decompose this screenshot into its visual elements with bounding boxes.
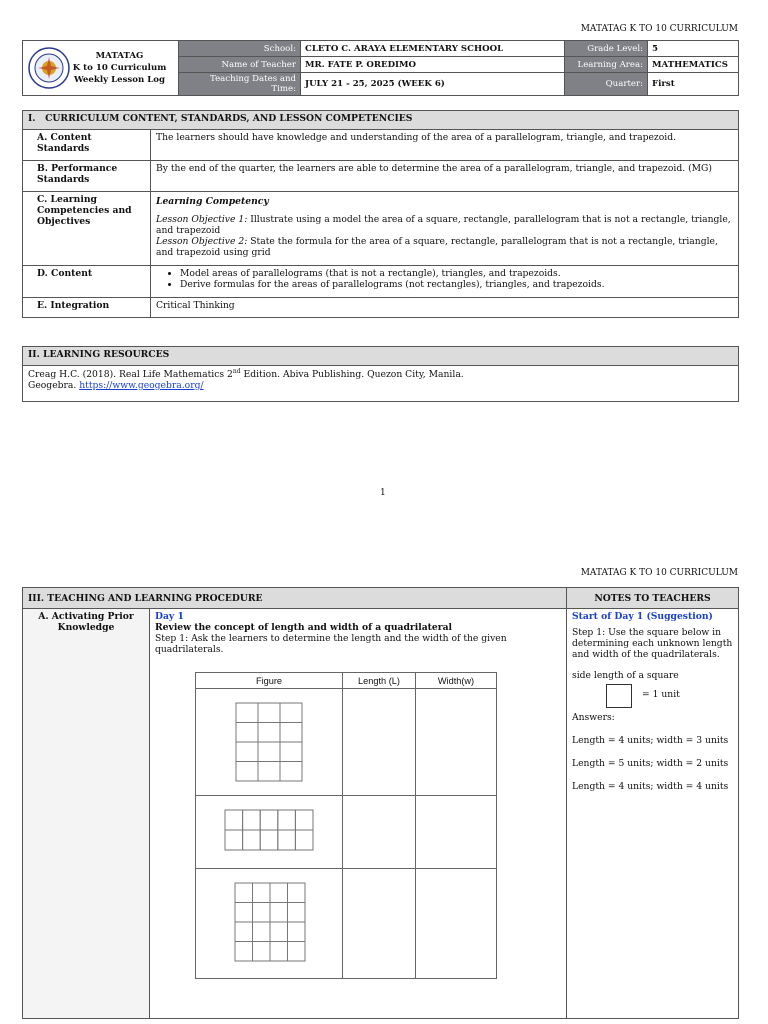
competencies-label: C. Learning Competencies and Objectives [23,192,151,266]
answer-3: Length = 4 units; width = 4 units [572,781,729,792]
grid-unit-square [280,703,302,723]
reference-2: Geogebra. https://www.geogebra.org/ [28,380,204,392]
teacher-value: MR. FATE P. OREDIMO [301,57,565,73]
objective1-label: Lesson Objective 1: [156,214,248,225]
grid-unit-square [235,942,253,962]
grid-unit-square [270,883,288,903]
grid-unit-square [258,742,280,762]
procedure-section [22,587,739,1019]
grid-unit-square [260,830,278,850]
section1-title-text: CURRICULUM CONTENT, STANDARDS, AND LESSON COMPETENCIES [45,113,413,124]
unit-square-row [572,684,733,712]
width-header: Width(w) [416,673,497,689]
grid-unit-square [260,810,278,830]
curriculum-section [22,110,739,318]
answer-2: Length = 5 units; width = 2 units [572,758,729,769]
logo-line-1: MATATAG [95,51,144,61]
logo-cell [23,41,179,96]
figure-cell [196,869,343,979]
figures-table [195,672,497,979]
deped-seal-icon [28,47,70,89]
content-standards-text: The learners should have knowledge and understanding of the area of a parallelogram, triangle, and trapezoid. [151,130,739,161]
unit-label: = 1 unit [642,689,680,700]
grid-unit-square [243,810,261,830]
figure-cell [196,796,343,869]
grid-unit-square [270,903,288,923]
dates-label: Teaching Dates and Time: [179,73,301,96]
length-answer-cell[interactable] [343,689,416,796]
notes-start: Start of Day 1 (Suggestion) [572,611,713,622]
section1-title [23,111,739,130]
grid-unit-square [280,762,302,782]
length-header: Length (L) [343,673,416,689]
grid-unit-square [253,942,271,962]
grid-unit-square [253,883,271,903]
content-cell [151,266,739,298]
figure-cell [196,689,343,796]
grid-unit-square [235,922,253,942]
grid-unit-square [243,830,261,850]
content-item: • Derive formulas for the areas of parallelograms (not rectangles), triangles, and trapezoids. [180,279,733,290]
grid-unit-square [278,830,296,850]
grade-value: 5 [648,41,739,57]
resources-cell [23,366,739,402]
objective2-label: Lesson Objective 2: [156,236,248,247]
section1-num: I. [28,113,36,124]
area-label: Learning Area: [565,57,648,73]
grid-unit-square [253,922,271,942]
day1-cell [150,609,567,1019]
grid-unit-square [225,810,243,830]
grid-unit-square [236,762,258,782]
quarter-value: First [648,73,739,96]
grid-unit-square [288,903,306,923]
notes-side: side length of a square [572,670,679,681]
geogebra-link[interactable]: https://www.geogebra.org/ [79,380,204,392]
grid-unit-square [258,703,280,723]
grid-unit-square [270,922,288,942]
page-number: 1 [380,488,386,498]
grid-unit-square [253,903,271,923]
grid-unit-square [235,903,253,923]
grid-unit-square [270,942,288,962]
activating-label: A. Activating Prior Knowledge [23,609,150,1019]
figure-header: Figure [196,673,343,689]
grid-unit-square [236,742,258,762]
reference-1: Creag H.C. (2018). Real Life Mathematics 2nd Edition. Abiva Publishing. Quezon City, Manila. [28,368,464,381]
grid-unit-square [258,762,280,782]
teacher-label: Name of Teacher [179,57,301,73]
grid-unit-square [278,810,296,830]
logo-line-2: K to 10 Curriculum [72,63,167,73]
length-answer-cell[interactable] [343,869,416,979]
grid-unit-square [258,723,280,743]
logo-line-3: Weekly Lesson Log [73,75,166,85]
curriculum-label: MATATAG K TO 10 CURRICULUM [580,24,738,34]
grid-unit-square [236,703,258,723]
quarter-label: Quarter: [565,73,648,96]
performance-standards-label: B. Performance Standards [23,161,151,192]
grid-figure-3 [234,882,306,962]
school-value: CLETO C. ARAYA ELEMENTARY SCHOOL [301,41,565,57]
integration-label: E. Integration [23,298,151,318]
grid-unit-square [288,883,306,903]
integration-text: Critical Thinking [151,298,739,318]
grid-figure-2 [224,809,314,851]
answers-label: Answers: [572,712,615,723]
notes-title: NOTES TO TEACHERS [567,588,739,609]
review-heading: Review the concept of length and width of a quadrilateral [155,622,453,633]
area-value: MATHEMATICS [648,57,739,73]
width-answer-cell[interactable] [416,869,497,979]
competency-heading: Learning Competency [156,196,269,207]
curriculum-label-2: MATATAG K TO 10 CURRICULUM [580,568,738,578]
grid-unit-square [280,723,302,743]
day-label: Day 1 [155,611,184,622]
notes-cell [567,609,739,1019]
answer-1: Length = 4 units; width = 3 units [572,735,729,746]
unit-square-icon [606,684,632,708]
grid-unit-square [288,942,306,962]
grid-unit-square [235,883,253,903]
content-standards-label: A. Content Standards [23,130,151,161]
resources-section [22,346,739,402]
step1-text: Step 1: Ask the learners to determine the length and the width of the given quadrilaterals. [155,633,507,655]
performance-standards-text: By the end of the quarter, the learners are able to determine the area of a parallelogram, triangle, and trapezoid. (MG) [151,161,739,192]
header-table [22,40,739,96]
objective2-text: State the formula for the area of a square, rectangle, parallelogram that is not a rectangle, triangle, and trapezoid using grid [156,236,718,258]
content-item: • Model areas of parallelograms (that is not a rectangle), triangles, and trapezoids. [180,268,733,279]
grid-unit-square [280,742,302,762]
length-answer-cell[interactable] [343,796,416,869]
competencies-cell [151,192,739,266]
grid-figure-1 [235,702,303,782]
grade-label: Grade Level: [565,41,648,57]
section3-title: III. TEACHING AND LEARNING PROCEDURE [23,588,567,609]
content-label: D. Content [23,266,151,298]
dates-value: JULY 21 - 25, 2025 (WEEK 6) [301,73,565,96]
width-answer-cell[interactable] [416,689,497,796]
notes-step1: Step 1: Use the square below in determining each unknown length and width of the quadrilaterals. [572,627,733,660]
grid-unit-square [288,922,306,942]
grid-unit-square [236,723,258,743]
grid-unit-square [225,830,243,850]
school-label: School: [179,41,301,57]
section2-title: II. LEARNING RESOURCES [23,347,739,366]
width-answer-cell[interactable] [416,796,497,869]
grid-unit-square [295,810,313,830]
objective1-text: Illustrate using a model the area of a square, rectangle, parallelogram that is not a rectangle, triangle, and trapezoid [156,214,731,236]
grid-unit-square [295,830,313,850]
